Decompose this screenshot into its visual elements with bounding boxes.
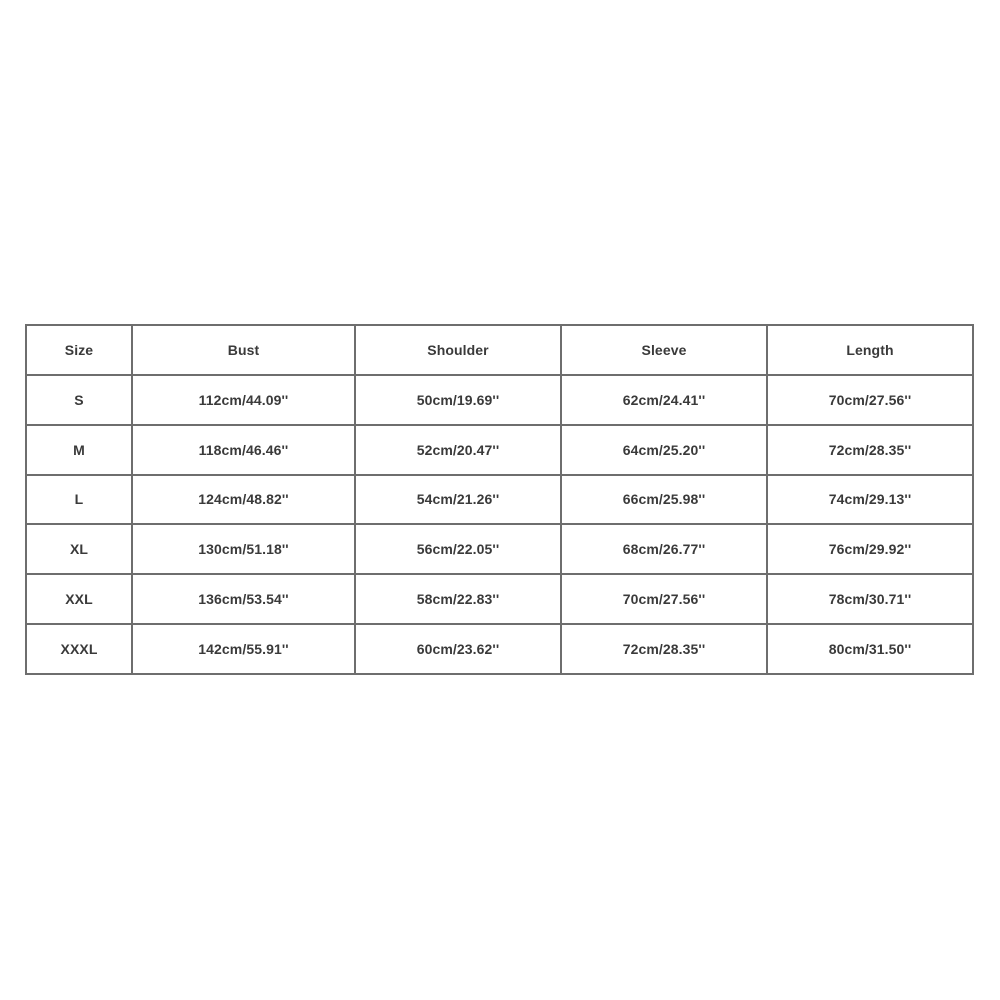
size-cell: M	[26, 425, 132, 475]
sleeve-cell: 70cm/27.56''	[561, 574, 767, 624]
bust-cell: 112cm/44.09''	[132, 375, 355, 425]
shoulder-cell: 54cm/21.26''	[355, 475, 561, 525]
length-cell: 80cm/31.50''	[767, 624, 973, 674]
shoulder-cell: 50cm/19.69''	[355, 375, 561, 425]
shoulder-cell: 60cm/23.62''	[355, 624, 561, 674]
length-cell: 72cm/28.35''	[767, 425, 973, 475]
length-cell: 70cm/27.56''	[767, 375, 973, 425]
sleeve-cell: 66cm/25.98''	[561, 475, 767, 525]
shoulder-cell: 58cm/22.83''	[355, 574, 561, 624]
size-cell: L	[26, 475, 132, 525]
length-cell: 78cm/30.71''	[767, 574, 973, 624]
table-header-row	[26, 325, 973, 375]
bust-cell: 118cm/46.46''	[132, 425, 355, 475]
table-row	[26, 425, 973, 475]
bust-cell: 124cm/48.82''	[132, 475, 355, 525]
header-shoulder: Shoulder	[355, 325, 561, 375]
header-size: Size	[26, 325, 132, 375]
length-cell: 76cm/29.92''	[767, 524, 973, 574]
sleeve-cell: 64cm/25.20''	[561, 425, 767, 475]
sleeve-cell: 62cm/24.41''	[561, 375, 767, 425]
header-length: Length	[767, 325, 973, 375]
table-row	[26, 624, 973, 674]
size-cell: XXL	[26, 574, 132, 624]
size-chart-table	[25, 324, 974, 675]
size-cell: XXXL	[26, 624, 132, 674]
bust-cell: 142cm/55.91''	[132, 624, 355, 674]
table-row	[26, 524, 973, 574]
size-cell: S	[26, 375, 132, 425]
bust-cell: 136cm/53.54''	[132, 574, 355, 624]
shoulder-cell: 56cm/22.05''	[355, 524, 561, 574]
bust-cell: 130cm/51.18''	[132, 524, 355, 574]
length-cell: 74cm/29.13''	[767, 475, 973, 525]
size-cell: XL	[26, 524, 132, 574]
table-row	[26, 574, 973, 624]
table-row	[26, 375, 973, 425]
sleeve-cell: 72cm/28.35''	[561, 624, 767, 674]
header-sleeve: Sleeve	[561, 325, 767, 375]
sleeve-cell: 68cm/26.77''	[561, 524, 767, 574]
shoulder-cell: 52cm/20.47''	[355, 425, 561, 475]
header-bust: Bust	[132, 325, 355, 375]
table-row	[26, 475, 973, 525]
